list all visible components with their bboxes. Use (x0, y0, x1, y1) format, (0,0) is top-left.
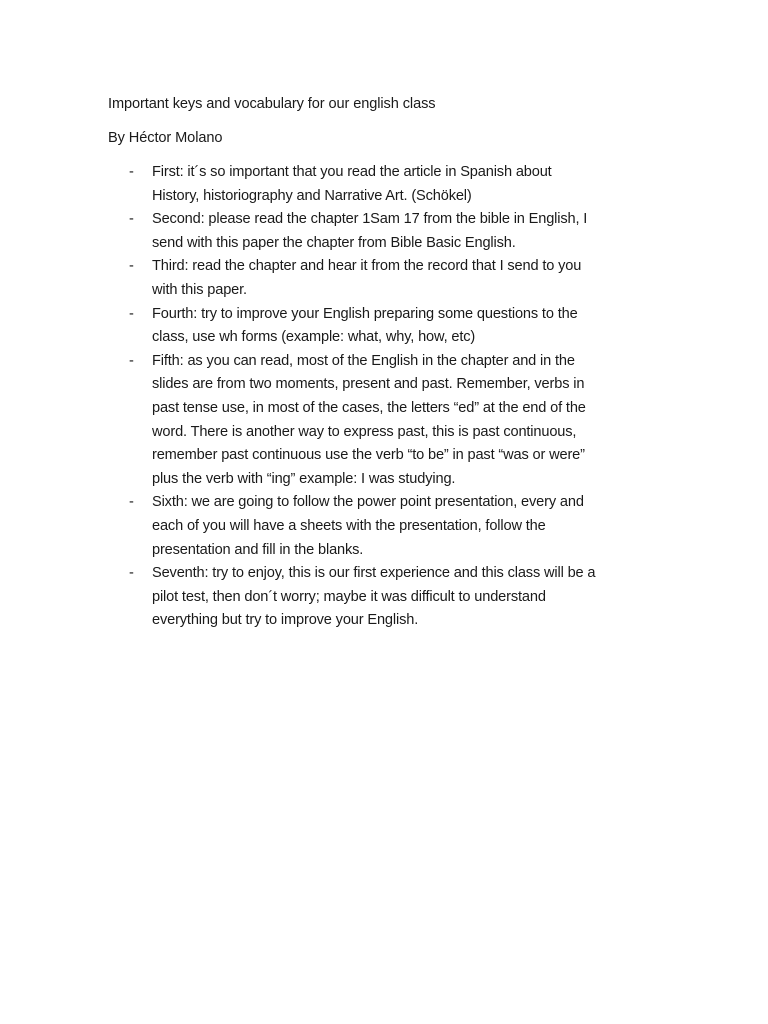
list-item (0, 208, 768, 255)
list-item (0, 350, 768, 492)
item-line: presentation and fill in the blanks. (152, 541, 364, 558)
bullet-dash: - (129, 494, 134, 511)
item-line: First: it´s so important that you read the article in Spanish about (152, 164, 552, 180)
item-line: each of you will have a sheets with the presentation, follow the (152, 517, 546, 534)
item-line: Fifth: as you can read, most of the English in the chapter and in the (152, 352, 575, 369)
bullet-dash: - (129, 164, 134, 180)
item-line: pilot test, then don´t worry; maybe it was difficult to understand (152, 588, 546, 605)
item-line: remember past continuous use the verb “to be” in past “was or were” (152, 447, 585, 464)
document-author: By Héctor Molano (108, 130, 223, 146)
bullet-dash: - (129, 352, 134, 369)
list-item (0, 255, 768, 302)
bullet-dash: - (129, 305, 134, 322)
item-line: slides are from two moments, present and past. Remember, verbs in (152, 376, 585, 393)
item-line: Fourth: try to improve your English preparing some questions to the (152, 305, 578, 322)
item-line: everything but try to improve your English. (152, 612, 419, 629)
list-item (0, 303, 768, 350)
item-line: class, use wh forms (example: what, why, how, etc) (152, 329, 476, 346)
item-line: word. There is another way to express past, this is past continuous, (152, 423, 577, 440)
bullet-dash: - (129, 565, 134, 582)
item-line: History, historiography and Narrative Art. (Schökel) (152, 187, 472, 204)
list-item (0, 491, 768, 562)
bullet-dash: - (129, 258, 134, 275)
bullet-dash: - (129, 211, 134, 228)
item-line: past tense use, in most of the cases, the letters “ed” at the end of the (152, 399, 586, 416)
item-line: send with this paper the chapter from Bible Basic English. (152, 234, 516, 251)
item-line: Third: read the chapter and hear it from the record that I send to you (152, 258, 582, 275)
list-item (0, 161, 768, 208)
item-line: plus the verb with “ing” example: I was studying. (152, 470, 456, 487)
instruction-list (0, 161, 768, 633)
item-line: with this paper. (152, 281, 247, 298)
list-item (0, 562, 768, 633)
item-line: Second: please read the chapter 1Sam 17 from the bible in English, I (152, 211, 588, 228)
item-line: Seventh: try to enjoy, this is our first experience and this class will be a (152, 565, 596, 582)
document-title: Important keys and vocabulary for our english class (108, 96, 436, 112)
item-line: Sixth: we are going to follow the power point presentation, every and (152, 494, 584, 511)
